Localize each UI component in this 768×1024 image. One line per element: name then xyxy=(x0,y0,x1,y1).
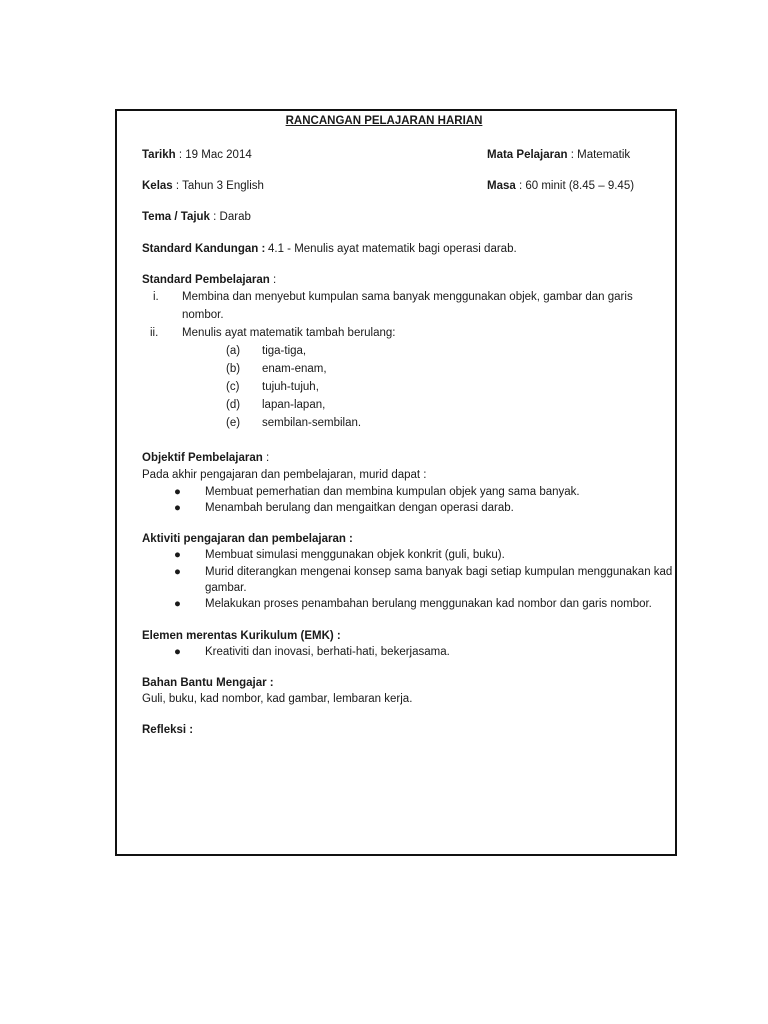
refleksi-heading: Refleksi : xyxy=(142,724,194,736)
objektif-label: Objektif Pembelajaran xyxy=(142,452,263,464)
objektif-item: Membuat pemerhatian dan membina kumpulan objek yang sama banyak. xyxy=(205,486,580,498)
sp-sub-letter: (e) xyxy=(226,417,241,429)
standard-pembelajaran-colon: : xyxy=(269,274,277,286)
sp-item-text: Membina dan menyebut kumpulan sama banyak menggunakan objek, gambar dan garis xyxy=(182,291,633,303)
kelas-value: : Tahun 3 English xyxy=(172,180,264,192)
bullet-icon: ● xyxy=(174,646,181,658)
tarikh-label: Tarikh xyxy=(142,149,176,161)
bbm-text: Guli, buku, kad nombor, kad gambar, lembaran kerja. xyxy=(142,693,413,705)
objektif-intro: Pada akhir pengajaran dan pembelajaran, murid dapat : xyxy=(142,469,427,481)
sp-item-text-cont: nombor. xyxy=(182,309,224,321)
sp-item-text: Menulis ayat matematik tambah berulang: xyxy=(182,327,396,339)
sp-sub-letter: (d) xyxy=(226,399,241,411)
bullet-icon: ● xyxy=(174,486,181,498)
sp-sub-text: sembilan-sembilan. xyxy=(262,417,362,429)
sp-item-num: ii. xyxy=(150,327,159,339)
aktiviti-item: Murid diterangkan mengenai konsep sama banyak bagi setiap kumpulan menggunakan kad xyxy=(205,566,673,578)
standard-kandungan-line xyxy=(142,243,265,255)
aktiviti-heading: Aktiviti pengajaran dan pembelajaran : xyxy=(142,533,353,545)
tema-label: Tema / Tajuk xyxy=(142,211,210,223)
document-title: RANCANGAN PELAJARAN HARIAN xyxy=(285,115,483,127)
kelas-label: Kelas xyxy=(142,180,173,192)
bbm-heading: Bahan Bantu Mengajar : xyxy=(142,677,274,689)
mata-pelajaran-line xyxy=(487,149,630,161)
tema-value: : Darab xyxy=(209,211,251,223)
bullet-icon: ● xyxy=(174,502,181,514)
masa-line xyxy=(487,180,634,192)
emk-item: Kreativiti dan inovasi, berhati-hati, bekerjasama. xyxy=(205,646,450,658)
standard-kandungan-label: Standard Kandungan : xyxy=(142,243,266,255)
aktiviti-item-cont: gambar. xyxy=(205,582,247,594)
objektif-item: Menambah berulang dan mengaitkan dengan operasi darab. xyxy=(205,502,514,514)
bullet-icon: ● xyxy=(174,598,181,610)
masa-label: Masa xyxy=(487,180,516,192)
standard-kandungan-value: 4.1 - Menulis ayat matematik bagi operasi darab. xyxy=(268,243,517,255)
mata-pelajaran-value: : Matematik xyxy=(567,149,631,161)
kelas-line xyxy=(142,180,264,192)
standard-pembelajaran-label: Standard Pembelajaran xyxy=(142,274,270,286)
sp-sub-text: lapan-lapan, xyxy=(262,399,326,411)
sp-sub-text: tujuh-tujuh, xyxy=(262,381,319,393)
tarikh-value: : 19 Mac 2014 xyxy=(175,149,252,161)
objektif-colon: : xyxy=(262,452,270,464)
aktiviti-item: Melakukan proses penambahan berulang menggunakan kad nombor dan garis nombor. xyxy=(205,598,652,610)
standard-pembelajaran-heading xyxy=(142,274,276,286)
tema-line xyxy=(142,211,251,223)
bullet-icon: ● xyxy=(174,549,181,561)
emk-heading: Elemen merentas Kurikulum (EMK) : xyxy=(142,630,341,642)
bullet-icon: ● xyxy=(174,566,181,578)
tarikh-line xyxy=(142,149,252,161)
objektif-heading xyxy=(142,452,269,464)
masa-value: : 60 minit (8.45 – 9.45) xyxy=(515,180,635,192)
sp-item-num: i. xyxy=(153,291,159,303)
sp-sub-text: enam-enam, xyxy=(262,363,327,375)
sp-sub-letter: (c) xyxy=(226,381,240,393)
sp-sub-letter: (b) xyxy=(226,363,241,375)
sp-sub-text: tiga-tiga, xyxy=(262,345,307,357)
sp-sub-letter: (a) xyxy=(226,345,241,357)
aktiviti-item: Membuat simulasi menggunakan objek konkrit (guli, buku). xyxy=(205,549,505,561)
mata-pelajaran-label: Mata Pelajaran xyxy=(487,149,568,161)
